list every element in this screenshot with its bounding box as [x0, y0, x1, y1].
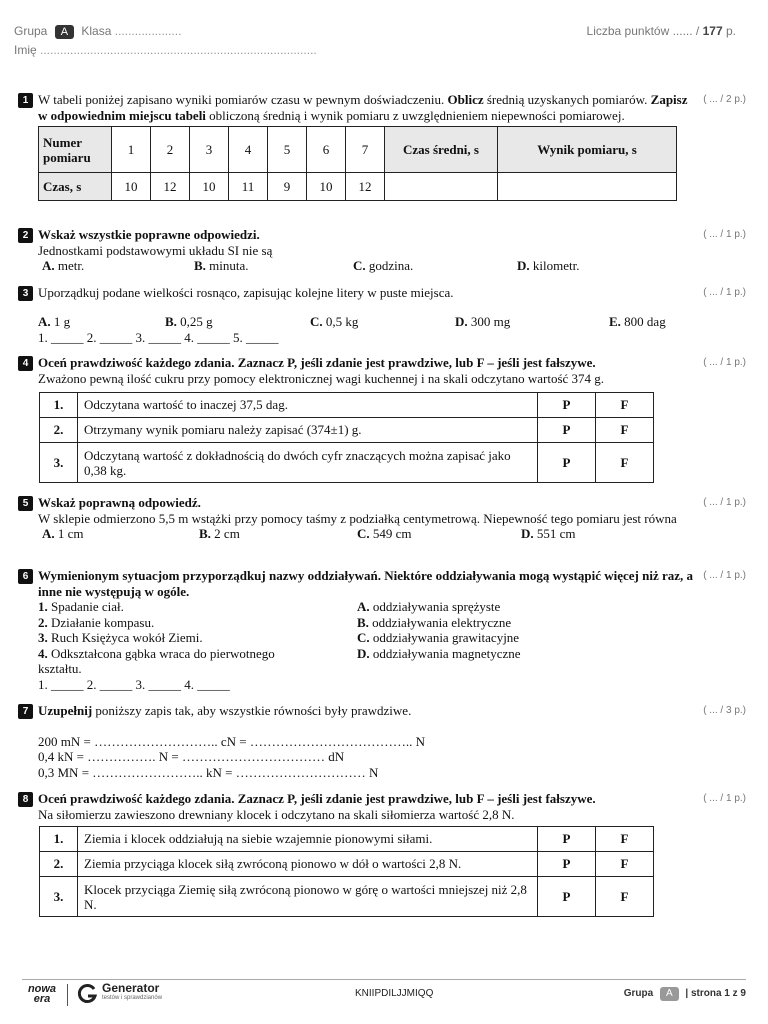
statement: Otrzymany wynik pomiaru należy zapisać (374±1) g. — [78, 418, 538, 443]
result-answer-cell[interactable] — [498, 173, 677, 201]
footer — [22, 979, 746, 1020]
imie-field[interactable]: ................................................................................... — [40, 43, 317, 57]
answer-blanks[interactable]: 1. _____ 2. _____ 3. _____ 4. _____ — [38, 677, 230, 692]
table-cell: 3 — [190, 127, 229, 173]
option-b[interactable]: B. 2 cm — [199, 526, 240, 541]
result-header: Wynik pomiaru, s — [498, 127, 677, 173]
option-e: E. 800 dag — [609, 313, 666, 329]
generator-logo-icon — [76, 983, 98, 1010]
nowa-era-logo: nowa era — [27, 983, 57, 1005]
question-5 — [18, 495, 698, 542]
footer-divider — [67, 984, 68, 1006]
row-number: 3. — [40, 443, 78, 483]
footer-grupa-badge: A — [660, 987, 679, 1001]
question-number: 3 — [18, 286, 33, 301]
table-cell: 9 — [268, 173, 307, 201]
question-number: 2 — [18, 228, 33, 243]
question-6 — [18, 568, 698, 693]
points-q5: ( ... / 1 p.) — [703, 497, 746, 508]
statement: Klocek przyciąga Ziemię siłą zwróconą pionowo w górę o wartości mniejszej niż 2,8 N. — [78, 877, 538, 917]
question-title: Wskaż poprawną odpowiedź. — [38, 495, 201, 510]
conversion-line[interactable]: 0,3 MN = …………………….. kN = ………………………… N — [38, 764, 379, 780]
grupa-label: Grupa — [14, 24, 48, 38]
false-option[interactable]: F — [596, 393, 654, 418]
answer-blanks[interactable]: 1. _____ 2. _____ 3. _____ 4. _____ 5. _____ — [38, 329, 279, 345]
points-q8: ( ... / 1 p.) — [703, 793, 746, 804]
question-8 — [18, 791, 698, 917]
question-text: poniższy zapis tak, aby wszystkie równości były prawdziwe. — [95, 703, 412, 718]
table-cell: 4 — [229, 127, 268, 173]
table-cell: 5 — [268, 127, 307, 173]
question-text: W tabeli poniżej zapisano wyniki pomiarów czasu w pewnym doświadczeniu. Oblicz średnią uzyskanych pomiarów. Zapisz w odpowiednim miejscu tabeli obliczoną średnią i wynik pomiaru z uwzględnieniem niepewności pomiarowej. — [38, 92, 688, 123]
row-number: 3. — [40, 877, 78, 917]
conversion-line[interactable]: 0,4 kN = ……………. N = …………………………… dN — [38, 749, 345, 764]
question-number: 7 — [18, 704, 33, 719]
table-cell: 1 — [112, 127, 151, 173]
option-a[interactable]: A. metr. — [42, 258, 85, 273]
question-keyword: Uzupełnij — [38, 703, 93, 718]
table-header-label: Numer pomiaru — [39, 127, 112, 173]
points-label: Liczba punktów ...... / — [586, 24, 700, 38]
question-number: 4 — [18, 356, 33, 371]
false-option[interactable]: F — [596, 877, 654, 917]
table-cell: 2 — [151, 127, 190, 173]
points-total: 177 — [702, 24, 723, 38]
question-7 — [18, 703, 698, 780]
question-text: Na siłomierzu zawieszono drewniany klocek i odczytano na skali siłomierza wartość 2,8 N. — [38, 806, 515, 822]
points-q4: ( ... / 1 p.) — [703, 357, 746, 368]
row-number: 1. — [40, 827, 78, 852]
false-option[interactable]: F — [596, 418, 654, 443]
question-title: Oceń prawdziwość każdego zdania. Zaznacz P, jeśli zdanie jest prawdziwe, lub F – jeśli jest fałszywe. — [38, 355, 596, 370]
question-number: 8 — [18, 792, 33, 807]
option-a[interactable]: A. 1 cm — [42, 526, 84, 541]
statement: Ziemia przyciąga klocek siłą zwróconą pionowo w dół o wartości 2,8 N. — [78, 852, 538, 877]
question-title: Wymienionym sytuacjom przyporządkuj nazwy oddziaływań. Niektóre oddziaływania mogą wystąpić więcej niż raz, a inne nie występują w ogóle. — [38, 568, 694, 599]
false-option[interactable]: F — [596, 852, 654, 877]
question-1 — [18, 92, 698, 201]
true-option[interactable]: P — [538, 877, 596, 917]
true-false-table — [39, 392, 654, 483]
question-title: Wskaż wszystkie poprawne odpowiedzi. — [38, 227, 260, 242]
true-option[interactable]: P — [538, 827, 596, 852]
table-cell: 12 — [346, 173, 385, 201]
table-cell: 10 — [307, 173, 346, 201]
points-q3: ( ... / 1 p.) — [703, 287, 746, 298]
option-c[interactable]: C. godzina. — [353, 258, 414, 273]
true-false-table — [39, 826, 654, 917]
question-number: 5 — [18, 496, 33, 511]
option-a: A. 1 g — [38, 313, 71, 329]
table-cell: 6 — [307, 127, 346, 173]
conversion-line[interactable]: 200 mN = ……………………….. cN = ……………………………….. N — [38, 733, 425, 749]
header-name — [14, 43, 317, 57]
option-d: D. 300 mg — [455, 313, 511, 329]
question-text: W sklepie odmierzono 5,5 m wstążki przy pomocy taśmy z podziałką centymetrową. Niepewność tego pomiaru jest równa — [38, 510, 677, 526]
measurement-table — [38, 126, 677, 201]
false-option[interactable]: F — [596, 827, 654, 852]
row-label: Czas, s — [39, 173, 112, 201]
statement: Odczytaną wartość z dokładnością do dwóch cyfr znaczących można zapisać jako 0,38 kg. — [78, 443, 538, 483]
grupa-badge: A — [55, 25, 74, 39]
option-d[interactable]: D. 551 cm — [521, 526, 576, 541]
question-3 — [18, 285, 698, 345]
true-option[interactable]: P — [538, 393, 596, 418]
klasa-label: Klasa — [81, 24, 112, 38]
avg-answer-cell[interactable] — [385, 173, 498, 201]
question-number: 6 — [18, 569, 33, 584]
points-suffix: p. — [725, 24, 736, 38]
points-q2: ( ... / 1 p.) — [703, 229, 746, 240]
question-text: Uporządkuj podane wielkości rosnąco, zapisując kolejne litery w puste miejsca. — [38, 285, 454, 300]
question-text: Jednostkami podstawowymi układu SI nie są — [38, 242, 273, 258]
situations-list: 1. Spadanie ciał. 2. Działanie kompasu. 3. Ruch Księżyca wokół Ziemi. 4. Odkształcona gąbka wraca do pierwotnego kształtu. — [38, 599, 275, 676]
statement: Odczytana wartość to inaczej 37,5 dag. — [78, 393, 538, 418]
conversion-lines[interactable] — [38, 734, 698, 781]
points-q1: ( ... / 2 p.) — [703, 94, 746, 105]
option-b[interactable]: B. minuta. — [194, 258, 249, 273]
table-cell: 10 — [112, 173, 151, 201]
points-q7: ( ... / 3 p.) — [703, 705, 746, 716]
question-number: 1 — [18, 93, 33, 108]
true-option[interactable]: P — [538, 443, 596, 483]
table-cell: 7 — [346, 127, 385, 173]
table-cell: 10 — [190, 173, 229, 201]
document-code: KNIIPDILJJMIQQ — [355, 988, 434, 999]
table-cell: 11 — [229, 173, 268, 201]
table-cell: 12 — [151, 173, 190, 201]
row-number: 1. — [40, 393, 78, 418]
header-group-class — [14, 24, 181, 39]
question-4 — [18, 355, 698, 483]
question-text: Zważono pewną ilość cukru przy pomocy elektronicznej wagi kuchennej i na skali odczytano wartość 374 g. — [38, 370, 605, 386]
option-d[interactable]: D. kilometr. — [517, 258, 580, 273]
page-indicator: Grupa A | strona 1 z 9 — [623, 988, 746, 999]
avg-header: Czas średni, s — [385, 127, 498, 173]
true-option[interactable]: P — [538, 418, 596, 443]
question-2 — [18, 227, 698, 274]
points-q6: ( ... / 1 p.) — [703, 570, 746, 581]
question-title: Oceń prawdziwość każdego zdania. Zaznacz P, jeśli zdanie jest prawdziwe, lub F – jeśli jest fałszywe. — [38, 791, 596, 806]
header-points — [587, 24, 736, 38]
option-b: B. 0,25 g — [165, 313, 213, 329]
imie-label: Imię — [14, 43, 37, 57]
klasa-field[interactable]: .................... — [114, 24, 182, 38]
false-option[interactable]: F — [596, 443, 654, 483]
statement: Ziemia i klocek oddziałują na siebie wzajemnie pionowymi siłami. — [78, 827, 538, 852]
row-number: 2. — [40, 852, 78, 877]
interactions-list: A. oddziaływania sprężyste B. oddziaływania elektryczne C. oddziaływania grawitacyjne D. oddziaływania magnetyczne — [357, 599, 521, 661]
row-number: 2. — [40, 418, 78, 443]
true-option[interactable]: P — [538, 852, 596, 877]
option-c: C. 0,5 kg — [310, 313, 359, 329]
option-c[interactable]: C. 549 cm — [357, 526, 412, 541]
generator-logo-text: Generator testów i sprawdzianów — [102, 981, 163, 1001]
